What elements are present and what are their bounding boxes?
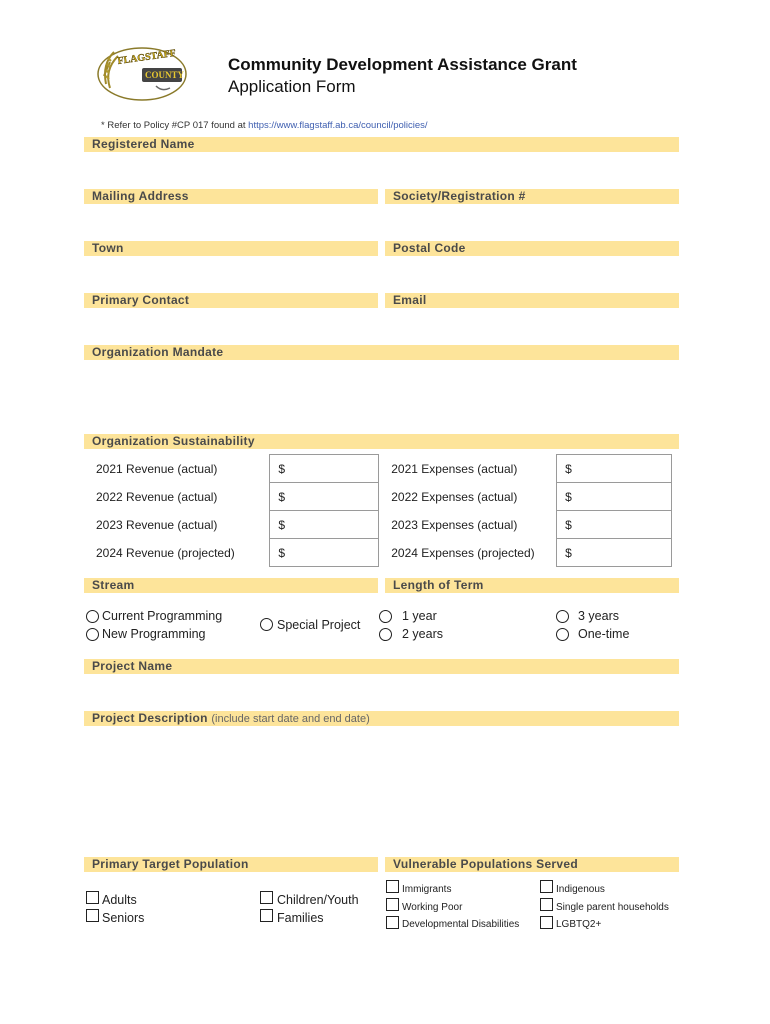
radio-new-programming[interactable] (86, 628, 99, 641)
radio-1-year[interactable] (379, 610, 392, 623)
option-current-programming: Current Programming (102, 609, 223, 623)
checkbox-seniors[interactable] (86, 909, 99, 922)
option-developmental-disabilities: Developmental Disabilities (402, 919, 520, 930)
expenses-label: 2021 Expenses (actual) (391, 461, 518, 476)
table-row (84, 455, 672, 483)
society-registration-label: Society/Registration # (385, 189, 679, 204)
radio-special-project[interactable] (260, 618, 273, 631)
project-description-note: (include start date and end date) (211, 713, 370, 725)
project-name-label: Project Name (84, 659, 679, 674)
revenue-label: 2024 Revenue (projected) (96, 545, 235, 560)
organization-sustainability-label: Organization Sustainability (84, 434, 679, 449)
primary-contact-label: Primary Contact (84, 293, 378, 308)
registered-name-label: Registered Name (84, 137, 679, 152)
postal-code-label: Postal Code (385, 241, 679, 256)
vulnerable-populations-label: Vulnerable Populations Served (385, 857, 679, 872)
checkbox-single-parent-households[interactable] (540, 898, 553, 911)
option-special-project: Special Project (277, 618, 361, 632)
checkbox-families[interactable] (260, 909, 273, 922)
stream-label: Stream (84, 578, 378, 593)
option-1-year: 1 year (402, 609, 437, 623)
logo-text-bottom: COUNTY (145, 70, 185, 80)
expenses-2021-input[interactable]: $ (557, 455, 672, 483)
option-2-years: 2 years (402, 627, 443, 641)
revenue-2021-input[interactable]: $ (270, 455, 379, 483)
radio-one-time[interactable] (556, 628, 569, 641)
checkbox-developmental-disabilities[interactable] (386, 916, 399, 929)
option-single-parent-households: Single parent households (556, 902, 669, 913)
checkbox-indigenous[interactable] (540, 880, 553, 893)
revenue-label: 2023 Revenue (actual) (96, 517, 218, 532)
email-label: Email (385, 293, 679, 308)
primary-target-population-label: Primary Target Population (84, 857, 378, 872)
county-logo (96, 44, 188, 102)
table-row (84, 539, 672, 567)
radio-3-years[interactable] (556, 610, 569, 623)
option-adults: Adults (102, 893, 137, 907)
revenue-2024-input[interactable]: $ (270, 539, 379, 567)
policy-prefix: * Refer to Policy #CP 017 found at (101, 120, 249, 131)
project-description-bar (84, 711, 679, 726)
checkbox-children-youth[interactable] (260, 891, 273, 904)
expenses-2023-input[interactable]: $ (557, 511, 672, 539)
radio-2-years[interactable] (379, 628, 392, 641)
option-families: Families (277, 911, 324, 925)
revenue-label: 2022 Revenue (actual) (96, 489, 218, 504)
revenue-2022-input[interactable]: $ (270, 483, 379, 511)
checkbox-working-poor[interactable] (386, 898, 399, 911)
option-one-time: One-time (578, 627, 630, 641)
organization-mandate-label: Organization Mandate (84, 345, 679, 360)
expenses-2022-input[interactable]: $ (557, 483, 672, 511)
revenue-label: 2021 Revenue (actual) (96, 461, 218, 476)
town-label: Town (84, 241, 378, 256)
project-description-label: Project Description (92, 711, 208, 725)
expenses-label: 2023 Expenses (actual) (391, 517, 518, 532)
form-title: Community Development Assistance Grant (228, 55, 577, 74)
financials-table (84, 454, 672, 567)
option-children-youth: Children/Youth (277, 893, 359, 907)
checkbox-immigrants[interactable] (386, 880, 399, 893)
checkbox-adults[interactable] (86, 891, 99, 904)
expenses-2024-input[interactable]: $ (557, 539, 672, 567)
option-lgbtq2: LGBTQ2+ (556, 919, 602, 930)
table-row (84, 483, 672, 511)
length-of-term-label: Length of Term (385, 578, 679, 593)
option-seniors: Seniors (102, 911, 145, 925)
policy-link[interactable]: https://www.flagstaff.ab.ca/council/policies/ (248, 120, 428, 131)
expenses-label: 2022 Expenses (actual) (391, 489, 518, 504)
option-new-programming: New Programming (102, 627, 206, 641)
table-row (84, 511, 672, 539)
option-immigrants: Immigrants (402, 884, 452, 895)
checkbox-lgbtq2[interactable] (540, 916, 553, 929)
logo-text-top: FLAGSTAFF (116, 47, 177, 67)
revenue-2023-input[interactable]: $ (270, 511, 379, 539)
policy-note (101, 120, 428, 131)
option-working-poor: Working Poor (402, 902, 463, 913)
radio-current-programming[interactable] (86, 610, 99, 623)
form-subtitle: Application Form (228, 77, 356, 96)
option-3-years: 3 years (578, 609, 619, 623)
mailing-address-label: Mailing Address (84, 189, 378, 204)
option-indigenous: Indigenous (556, 884, 605, 895)
expenses-label: 2024 Expenses (projected) (391, 545, 535, 560)
